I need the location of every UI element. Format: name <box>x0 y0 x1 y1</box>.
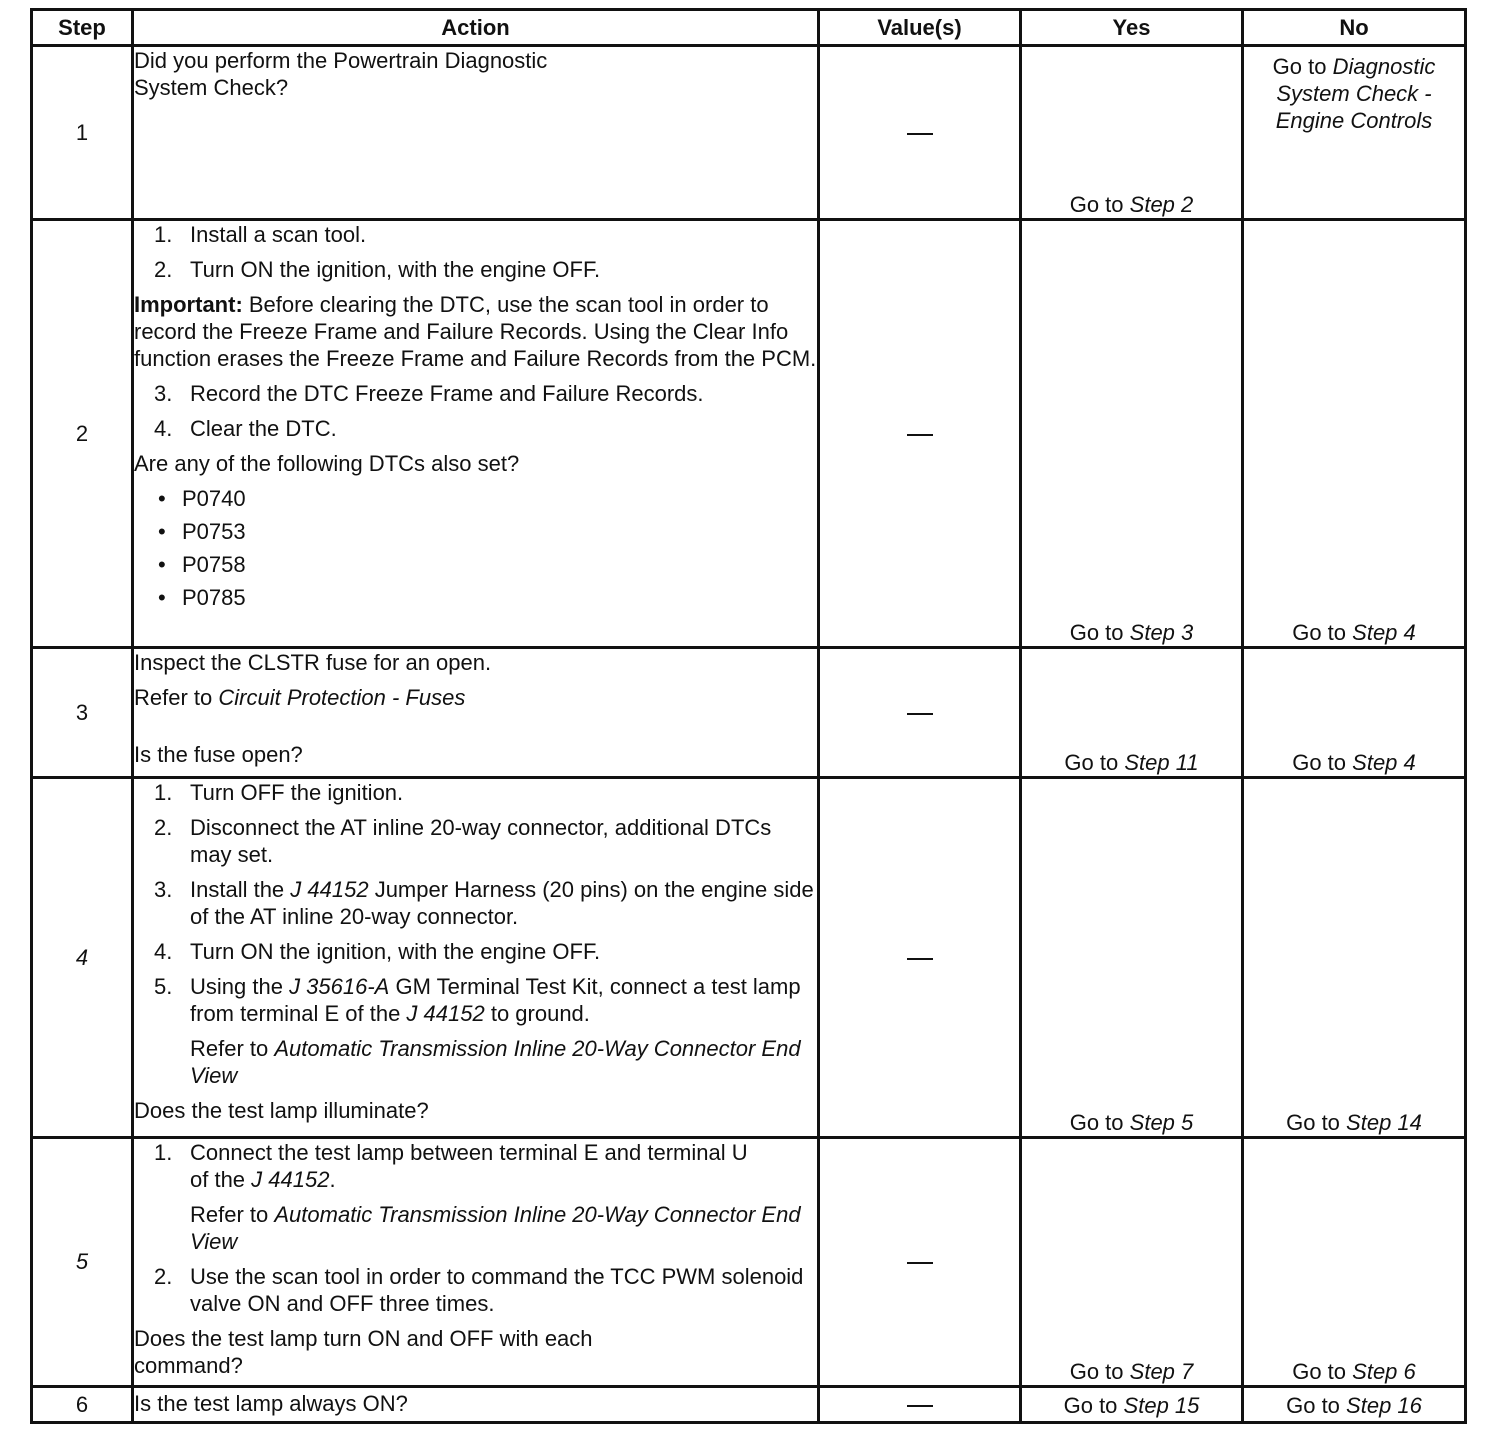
dtc-bullet: • P0740 <box>158 486 246 511</box>
no-goto-label: Go to <box>1292 1359 1347 1384</box>
no-goto-label: Go to <box>1272 54 1327 79</box>
action-text: Did you perform the Powertrain Diagnostic System Check? <box>134 48 548 100</box>
yes-goto-label: Go to <box>1069 620 1124 645</box>
table-row-step-5 <box>32 1138 1466 1387</box>
yes-target-link[interactable]: Step 15 <box>1123 1393 1200 1418</box>
action-item: 2. Disconnect the AT inline 20-way connector, additional DTCs may set. <box>154 815 772 867</box>
no-target-link[interactable]: Step 4 <box>1352 750 1416 775</box>
yes-target-link[interactable]: Step 5 <box>1129 1110 1194 1135</box>
action-item: 2. Turn ON the ignition, with the engine OFF. <box>154 257 601 282</box>
value-cell <box>819 778 1021 1138</box>
value-cell <box>819 1387 1021 1423</box>
yes-goto-label: Go to <box>1069 1110 1124 1135</box>
yes-target-link[interactable]: Step 2 <box>1129 192 1194 217</box>
no-target-link[interactable]: Step 6 <box>1352 1359 1416 1384</box>
no-target-link-line3[interactable]: Engine Controls <box>1275 108 1433 133</box>
value-cell <box>819 1138 1021 1387</box>
action-item: 1. Turn OFF the ignition. <box>154 780 404 805</box>
step-number: 1 <box>32 46 133 220</box>
action-item: 2. Use the scan tool in order to command the TCC PWM solenoid valve ON and OFF three times. <box>154 1264 804 1316</box>
header-row <box>32 10 1466 46</box>
action-item: 1. Connect the test lamp between terminal E and terminal U of the J 44152. <box>154 1140 748 1192</box>
no-goto-label: Go to <box>1292 620 1347 645</box>
no-target-link[interactable]: Step 16 <box>1346 1393 1422 1418</box>
step-number: 4 <box>32 778 133 1138</box>
action-cell <box>133 46 819 220</box>
yes-target-link[interactable]: Step 11 <box>1124 750 1199 775</box>
yes-cell <box>1021 778 1243 1138</box>
dtc-bullet: • P0753 <box>158 519 246 544</box>
step-number: 2 <box>32 220 133 648</box>
header-yes: Yes <box>1021 10 1243 46</box>
value-cell <box>819 46 1021 220</box>
header-step: Step <box>32 10 133 46</box>
important-text: Before clearing the DTC, use the scan tool in order to record the Freeze Frame and Failure Records. Using the Clear Info function erases the Freeze Frame and Failure Records from the PCM. <box>134 292 817 371</box>
action-question: Does the test lamp illuminate? <box>134 1098 429 1123</box>
tool-reference: J 44152 <box>406 1001 485 1026</box>
action-cell <box>133 1138 819 1387</box>
yes-target-link[interactable]: Step 7 <box>1129 1359 1194 1384</box>
no-target-link[interactable]: Step 4 <box>1352 620 1416 645</box>
value-dash <box>907 1405 933 1407</box>
table-row-step-6 <box>32 1387 1466 1423</box>
tool-reference: J 44152 <box>290 877 369 902</box>
tool-reference: J 35616-A <box>289 974 390 999</box>
no-cell <box>1243 778 1466 1138</box>
action-item: 5. Using the J 35616-A GM Terminal Test Kit, connect a test lamp from terminal E of the J 44152 to ground. <box>154 974 801 1026</box>
action-item: 3. Install the J 44152 Jumper Harness (20 pins) on the engine side of the AT inline 20-way connector. <box>154 877 814 929</box>
header-action: Action <box>133 10 819 46</box>
table-row-step-3 <box>32 648 1466 778</box>
action-cell <box>133 220 819 648</box>
yes-goto-label: Go to <box>1064 750 1119 775</box>
no-target-link-line2[interactable]: System Check - <box>1276 81 1432 106</box>
no-target-link-line1[interactable]: Diagnostic <box>1332 54 1436 79</box>
value-dash <box>907 958 933 960</box>
refer-link[interactable]: Automatic Transmission Inline 20-Way Connector End View <box>190 1036 801 1088</box>
action-item: 4. Turn ON the ignition, with the engine OFF. <box>154 939 601 964</box>
value-cell <box>819 648 1021 778</box>
action-question: Is the test lamp always ON? <box>134 1391 408 1416</box>
value-dash <box>907 133 933 135</box>
action-cell <box>133 1387 819 1423</box>
no-cell <box>1243 1387 1466 1423</box>
table-row-step-4 <box>32 778 1466 1138</box>
refer-line: Refer to Circuit Protection - Fuses <box>134 685 466 710</box>
yes-goto-label: Go to <box>1063 1393 1118 1418</box>
header-no: No <box>1243 10 1466 46</box>
value-dash <box>907 713 933 715</box>
yes-cell <box>1021 1138 1243 1387</box>
refer-line: Refer to Automatic Transmission Inline 20-Way Connector End View <box>190 1036 801 1088</box>
value-cell <box>819 220 1021 648</box>
action-question: Are any of the following DTCs also set? <box>134 451 520 476</box>
tool-reference: J 44152 <box>251 1167 330 1192</box>
table-row-step-2 <box>32 220 1466 648</box>
action-question: Does the test lamp turn ON and OFF with each command? <box>134 1326 593 1378</box>
no-target-link[interactable]: Step 14 <box>1346 1110 1422 1135</box>
important-note <box>134 291 817 372</box>
yes-cell <box>1021 1387 1243 1423</box>
yes-goto-label: Go to <box>1069 1359 1124 1384</box>
action-item: 4. Clear the DTC. <box>154 416 337 441</box>
dtc-bullet: • P0758 <box>158 552 246 577</box>
action-question: Is the fuse open? <box>134 742 303 767</box>
diagnostic-table <box>30 8 1467 1424</box>
no-cell <box>1243 46 1466 220</box>
refer-line: Refer to Automatic Transmission Inline 20-Way Connector End View <box>190 1202 801 1254</box>
yes-cell <box>1021 46 1243 220</box>
no-cell <box>1243 220 1466 648</box>
yes-cell <box>1021 220 1243 648</box>
value-dash <box>907 434 933 436</box>
header-values: Value(s) <box>819 10 1021 46</box>
step-number: 6 <box>32 1387 133 1423</box>
value-dash <box>907 1262 933 1264</box>
yes-target-link[interactable]: Step 3 <box>1129 620 1194 645</box>
step-number: 3 <box>32 648 133 778</box>
action-item: 1. Install a scan tool. <box>154 222 367 247</box>
yes-goto-label: Go to <box>1069 192 1124 217</box>
action-cell <box>133 778 819 1138</box>
action-item: 3. Record the DTC Freeze Frame and Failure Records. <box>154 381 704 406</box>
refer-link[interactable]: Automatic Transmission Inline 20-Way Connector End View <box>190 1202 801 1254</box>
table-row-step-1 <box>32 46 1466 220</box>
no-cell <box>1243 1138 1466 1387</box>
no-goto-label: Go to <box>1286 1393 1340 1418</box>
important-label: Important: <box>134 292 243 317</box>
dtc-bullet: • P0785 <box>158 585 246 610</box>
no-goto-label: Go to <box>1292 750 1347 775</box>
yes-cell <box>1021 648 1243 778</box>
action-cell <box>133 648 819 778</box>
action-text: Inspect the CLSTR fuse for an open. <box>134 650 492 675</box>
refer-link[interactable]: Circuit Protection - Fuses <box>218 685 466 710</box>
no-cell <box>1243 648 1466 778</box>
no-goto-label: Go to <box>1286 1110 1340 1135</box>
step-number: 5 <box>32 1138 133 1387</box>
